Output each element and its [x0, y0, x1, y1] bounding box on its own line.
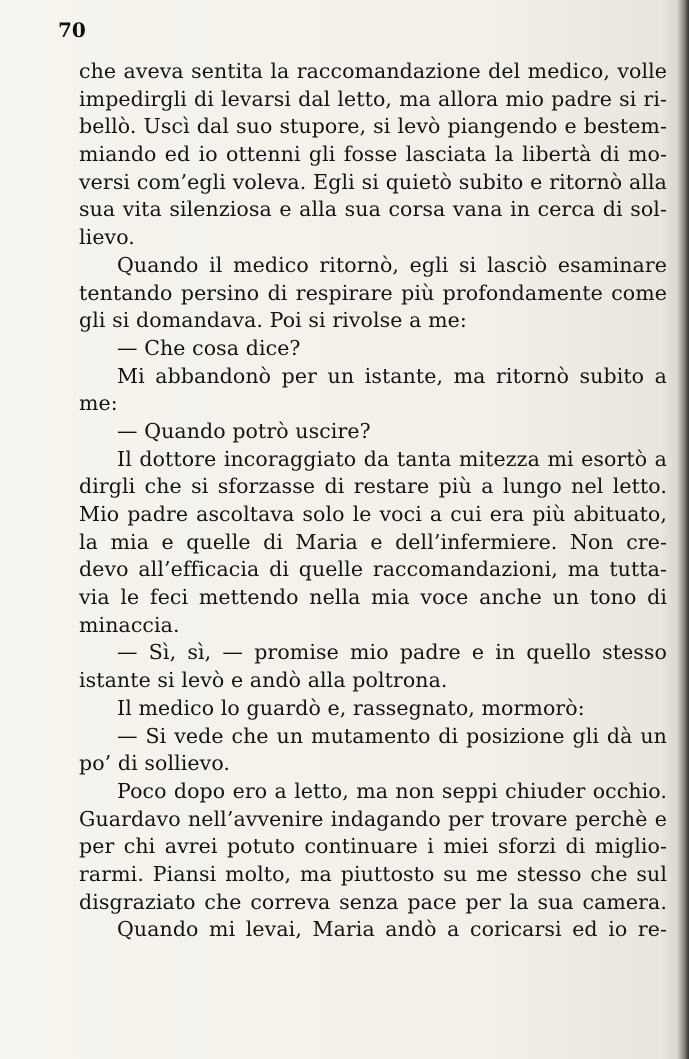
text-line: sua vita silenziosa e alla sua corsa vana in cerca di sol-: [79, 197, 667, 222]
page-edge-shadow: [677, 0, 689, 1059]
text-line: Il dottore incoraggiato da tanta mitezza mi esortò a: [117, 446, 667, 471]
text-line: per chi avrei potuto continuare i miei sforzi di miglio-: [79, 834, 667, 859]
text-line: Il medico lo guardò e, rassegnato, mormorò:: [117, 695, 585, 720]
text-line: bellò. Uscì dal suo stupore, si levò piangendo e bestem-: [79, 114, 667, 139]
text-line: — Sì, sì, — promise mio padre e in quello stesso: [117, 640, 667, 665]
text-line: che aveva sentita la raccomandazione del medico, volle: [79, 59, 667, 83]
text-line: po’ di sollievo.: [79, 751, 231, 776]
body-text: [79, 58, 667, 944]
text-line: gli si domandava. Poi si rivolse a me:: [79, 308, 467, 333]
text-line: Mio padre ascoltava solo le voci a cui era più abituato,: [79, 502, 667, 526]
text-line: lievo.: [79, 225, 135, 250]
text-line: impedirgli di levarsi dal letto, ma allora mio padre si ri-: [79, 86, 667, 111]
text-line: — Quando potrò uscire?: [117, 418, 371, 443]
text-line: devo all’efficacia di quelle raccomandazioni, ma tutta-: [79, 557, 667, 582]
page-number: 70: [58, 18, 86, 42]
text-line: — Si vede che un mutamento di posizione gli dà un: [117, 723, 667, 748]
text-line: Quando mi levai, Maria andò a coricarsi ed io re-: [117, 917, 667, 942]
text-line: me:: [79, 391, 118, 416]
text-line: — Che cosa dice?: [117, 335, 301, 360]
text-line: Mi abbandonò per un istante, ma ritornò subito a: [117, 363, 667, 388]
text-line: istante si levò e andò alla poltrona.: [79, 668, 448, 693]
text-line: dirgli che si sforzasse di restare più a lungo nel letto.: [79, 474, 667, 499]
text-line: la mia e quelle di Maria e dell’infermiere. Non cre-: [79, 529, 667, 554]
text-line: versi com’egli voleva. Egli si quietò subito e ritornò alla: [79, 169, 667, 194]
text-line: via le feci mettendo nella mia voce anche un tono di: [79, 585, 667, 610]
text-line: miando ed io ottenni gli fosse lasciata la libertà di mo-: [79, 142, 667, 167]
text-line: Quando il medico ritornò, egli si lasciò esaminare: [117, 252, 667, 277]
text-line: Poco dopo ero a letto, ma non seppi chiuder occhio.: [117, 778, 667, 803]
text-line: tentando persino di respirare più profondamente come: [79, 280, 667, 305]
text-line: minaccia.: [79, 612, 180, 637]
text-line: disgraziato che correva senza pace per la sua camera.: [79, 889, 667, 914]
text-line: rarmi. Piansi molto, ma piuttosto su me stesso che sul: [79, 861, 667, 886]
text-line: Guardavo nell’avvenire indagando per trovare perchè e: [79, 806, 667, 831]
